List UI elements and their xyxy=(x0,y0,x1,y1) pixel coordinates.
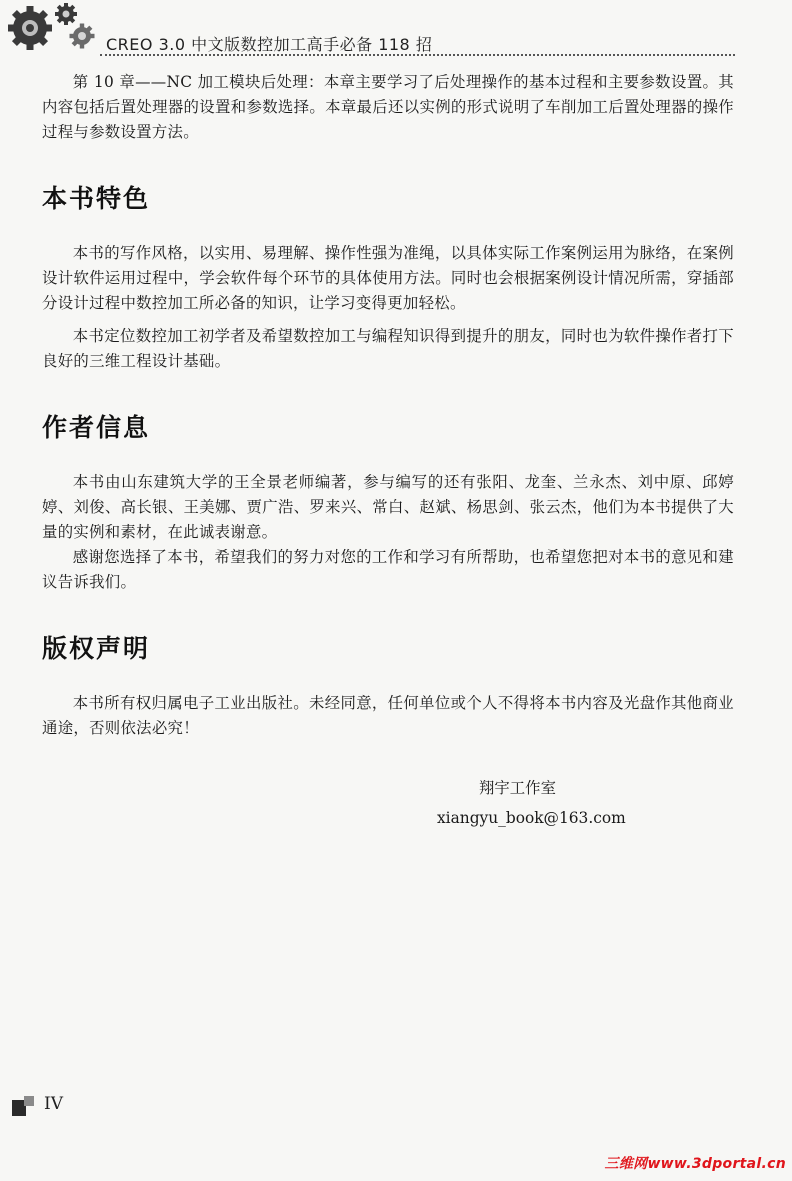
contact-email: xiangyu_book@163.com xyxy=(437,809,626,827)
header-dotted-rule xyxy=(100,54,735,56)
signature-block xyxy=(42,773,734,833)
page-corner-mark-icon xyxy=(12,1096,34,1116)
copyright-paragraph: 本书所有权归属电子工业出版社。未经同意，任何单位或个人不得将本书内容及光盘作其他商业通途，否则依法必究！ xyxy=(42,694,734,737)
page-content xyxy=(42,70,734,833)
chapter10-summary-paragraph: 第 10 章——NC 加工模块后处理：本章主要学习了后处理操作的基本过程和主要参数设置。其内容包括后置处理器的设置和参数选择。本章最后还以实例的形式说明了车削加工后置处理器的操作过程与参数设置方法。 xyxy=(42,73,734,141)
author-paragraph-1: 本书由山东建筑大学的王全景老师编著，参与编写的还有张阳、龙奎、兰永杰、刘中原、邱婷婷、刘俊、高长银、王美娜、贾广浩、罗来兴、常白、赵斌、杨思剑、张云杰，他们为本书提供了大量的实例和素材，在此诚表谢意。 xyxy=(42,473,734,541)
features-heading: 本书特色 xyxy=(42,184,151,213)
book-title: CREO 3.0 中文版数控加工高手必备 118 招 xyxy=(106,35,433,54)
features-paragraph-1: 本书的写作风格，以实用、易理解、操作性强为准绳，以具体实际工作案例运用为脉络，在案例设计软件运用过程中，学会软件每个环节的具体使用方法。同时也会根据案例设计情况所需，穿插部分设计过程中数控加工所必备的知识，让学习变得更加轻松。 xyxy=(42,244,734,312)
gears-logo-icon xyxy=(6,2,98,52)
page-number: IV xyxy=(44,1094,63,1114)
copyright-heading: 版权声明 xyxy=(42,634,151,663)
page-header xyxy=(0,0,792,58)
features-paragraph-2: 本书定位数控加工初学者及希望数控加工与编程知识得到提升的朋友，同时也为软件操作者打下良好的三维工程设计基础。 xyxy=(42,327,734,370)
author-paragraph-2: 感谢您选择了本书，希望我们的努力对您的工作和学习有所帮助，也希望您把对本书的意见和建议告诉我们。 xyxy=(42,548,734,591)
site-watermark: 三维网www.3dportal.cn xyxy=(604,1156,786,1172)
studio-name: 翔宇工作室 xyxy=(479,779,556,797)
author-heading: 作者信息 xyxy=(42,413,151,442)
